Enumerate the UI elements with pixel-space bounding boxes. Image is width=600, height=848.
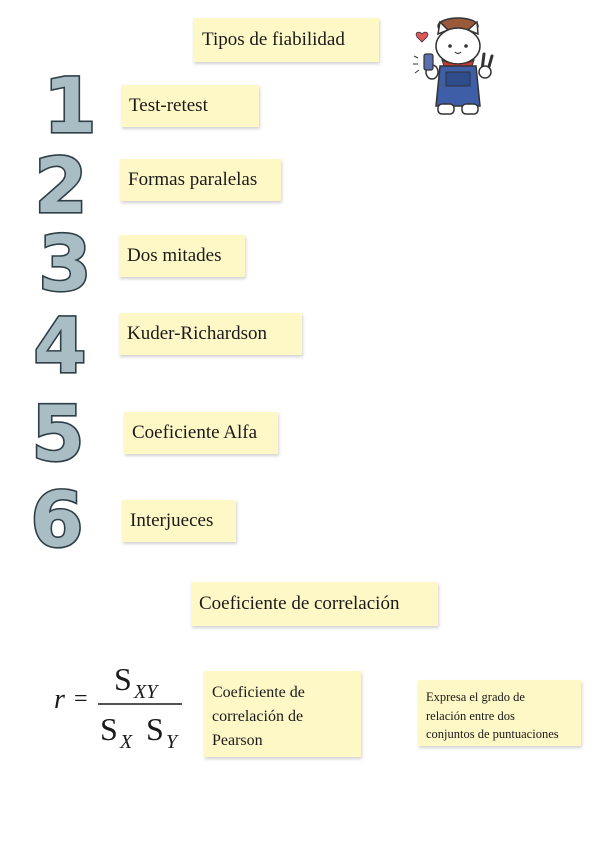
pearson-label-line: correlación de <box>212 708 304 725</box>
svg-text:3: 3 <box>38 228 92 298</box>
title-note <box>193 18 379 62</box>
pearson-label-line: Pearson <box>212 732 263 749</box>
pearson-formula <box>50 660 190 760</box>
number-one-icon <box>40 70 100 140</box>
type-label: Dos mitades <box>127 245 222 266</box>
svg-text:S: S <box>100 711 118 747</box>
page-title: Tipos de fiabilidad <box>202 29 345 50</box>
svg-text:S: S <box>146 711 164 747</box>
description-note <box>418 680 581 746</box>
number-four-icon <box>30 310 90 380</box>
svg-text:2: 2 <box>34 150 88 220</box>
svg-text:XY: XY <box>134 681 158 703</box>
svg-text:1: 1 <box>43 70 97 140</box>
type-label: Kuder-Richardson <box>127 323 267 344</box>
description-line: Expresa el grado de <box>426 690 525 704</box>
type-item <box>120 159 281 201</box>
pearson-label-note <box>204 671 361 757</box>
number-two-icon <box>31 150 91 220</box>
description-line: relación entre dos <box>426 708 515 723</box>
svg-text:=: = <box>74 686 88 712</box>
svg-text:S: S <box>114 661 132 697</box>
type-item <box>119 313 302 355</box>
number-three-icon <box>35 228 95 298</box>
pearson-label-line: Coeficiente de <box>212 684 305 701</box>
description-line: conjuntos de puntuaciones <box>426 727 559 741</box>
svg-text:Y: Y <box>166 731 178 753</box>
cat-mascot-illustration <box>410 14 500 118</box>
type-label: Coeficiente Alfa <box>132 422 258 443</box>
svg-text:5: 5 <box>31 398 85 468</box>
type-item <box>119 235 245 277</box>
type-item <box>124 412 278 454</box>
svg-text:r: r <box>54 684 65 715</box>
type-label: Formas paralelas <box>128 169 258 190</box>
type-label: Interjueces <box>130 510 214 531</box>
number-six-icon <box>27 484 87 554</box>
type-item <box>122 500 236 542</box>
type-label: Test-retest <box>129 95 208 116</box>
number-five-icon <box>28 398 88 468</box>
section-title-note <box>191 582 438 626</box>
type-item <box>121 85 259 127</box>
svg-text:X: X <box>120 731 133 753</box>
svg-text:6: 6 <box>30 484 84 554</box>
svg-text:4: 4 <box>33 310 87 380</box>
section-title: Coeficiente de correlación <box>199 593 400 614</box>
